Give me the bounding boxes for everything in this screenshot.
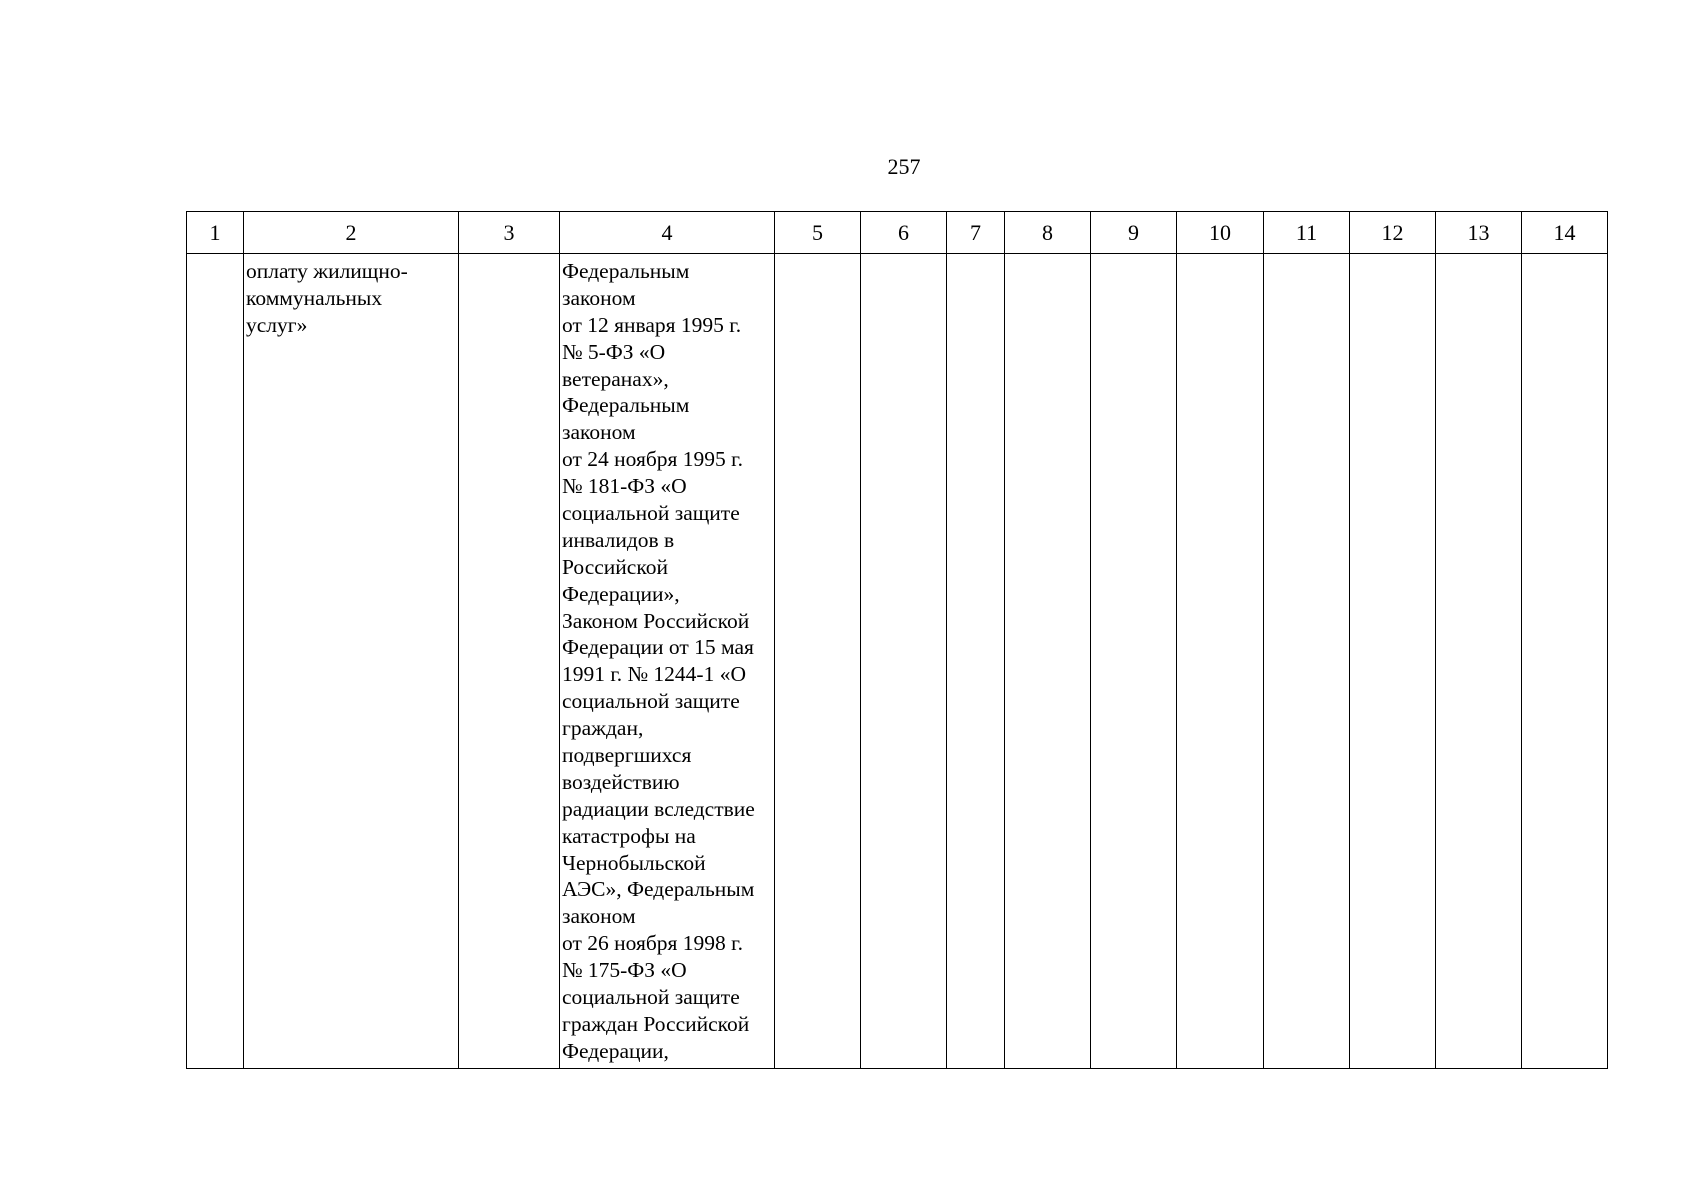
- text-line: Чернобыльской: [562, 850, 706, 875]
- cell-col-6: [861, 254, 947, 1069]
- text-line: услуг»: [246, 312, 308, 337]
- cell-col-8: [1005, 254, 1091, 1069]
- data-table: [186, 211, 1608, 1069]
- cell-col-13: [1436, 254, 1522, 1069]
- text-line: коммунальных: [246, 285, 383, 310]
- column-header-10: 10: [1177, 212, 1264, 254]
- cell-col-14: [1522, 254, 1608, 1069]
- text-line: Федеральным: [562, 393, 690, 418]
- cell-col-11: [1264, 254, 1350, 1069]
- legal-basis-text: [560, 254, 774, 1065]
- header-row: [187, 212, 1608, 254]
- cell-col-4: [560, 254, 775, 1069]
- cell-col-5: [775, 254, 861, 1069]
- column-header-13: 13: [1436, 212, 1522, 254]
- column-header-3: 3: [459, 212, 560, 254]
- text-line: № 5-ФЗ «О: [562, 339, 666, 364]
- text-line: от 26 ноября 1998 г.: [562, 931, 743, 956]
- text-line: социальной защите: [562, 985, 740, 1010]
- text-line: 1991 г. № 1244-1 «О: [562, 662, 746, 687]
- text-line: катастрофы на: [562, 823, 696, 848]
- cell-col-7: [947, 254, 1005, 1069]
- text-line: граждан,: [562, 716, 644, 741]
- text-line: законом: [562, 285, 636, 310]
- text-line: воздействию: [562, 769, 680, 794]
- column-header-2: 2: [244, 212, 459, 254]
- text-line: № 181-ФЗ «О: [562, 474, 687, 499]
- cell-col-2: [244, 254, 459, 1069]
- column-header-5: 5: [775, 212, 861, 254]
- text-line: Федеральным: [562, 259, 690, 283]
- text-line: граждан Российской: [562, 1011, 750, 1036]
- text-line: инвалидов в: [562, 527, 675, 552]
- text-line: Российской: [562, 554, 668, 579]
- column-header-6: 6: [861, 212, 947, 254]
- text-line: оплату жилищно-: [246, 259, 408, 283]
- cell-col-3: [459, 254, 560, 1069]
- text-line: Федерации»,: [562, 581, 680, 606]
- text-line: законом: [562, 420, 636, 445]
- text-line: социальной защите: [562, 689, 740, 714]
- column-header-12: 12: [1350, 212, 1436, 254]
- text-line: АЭС», Федеральным: [562, 877, 755, 902]
- cell-col-1: [187, 254, 244, 1069]
- text-line: от 12 января 1995 г.: [562, 312, 742, 337]
- page-number: 257: [887, 154, 921, 179]
- service-name-text: [244, 254, 458, 339]
- table-row: [187, 254, 1608, 1069]
- text-line: Федерации от 15 мая: [562, 635, 754, 660]
- column-header-14: 14: [1522, 212, 1608, 254]
- column-header-1: 1: [187, 212, 244, 254]
- column-header-9: 9: [1091, 212, 1177, 254]
- column-header-7: 7: [947, 212, 1005, 254]
- text-line: ветеранах»,: [562, 366, 669, 391]
- text-line: Федерации,: [562, 1038, 669, 1063]
- table-header: [187, 212, 1608, 254]
- text-line: № 175-ФЗ «О: [562, 958, 687, 983]
- column-header-11: 11: [1264, 212, 1350, 254]
- text-line: подвергшихся: [562, 743, 692, 768]
- text-line: социальной защите: [562, 501, 740, 526]
- text-line: законом: [562, 904, 636, 929]
- text-line: радиации вследствие: [562, 796, 755, 821]
- cell-col-10: [1177, 254, 1264, 1069]
- column-header-4: 4: [560, 212, 775, 254]
- cell-col-12: [1350, 254, 1436, 1069]
- table-body: [187, 254, 1608, 1069]
- text-line: Законом Российской: [562, 608, 750, 633]
- column-header-8: 8: [1005, 212, 1091, 254]
- cell-col-9: [1091, 254, 1177, 1069]
- text-line: от 24 ноября 1995 г.: [562, 447, 743, 472]
